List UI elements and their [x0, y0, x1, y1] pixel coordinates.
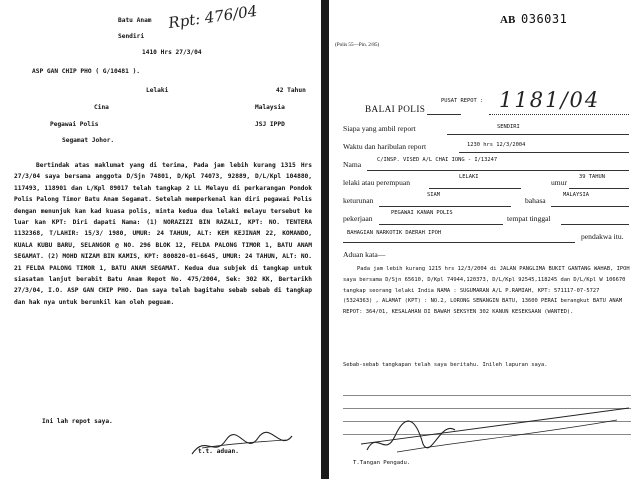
- lelaki-value: LELAKI: [459, 174, 479, 180]
- umur-value: 39 TAHUN: [579, 174, 605, 180]
- complainant-name: ASP GAN CHIP PHO ( G/10481 ).: [32, 68, 141, 75]
- report-taker: Sendiri: [118, 33, 145, 40]
- complainant-signature: [188, 428, 298, 462]
- aduan-statement: [343, 264, 631, 318]
- pengadu-signature: [337, 400, 637, 460]
- bahasa-line: [551, 206, 629, 207]
- form-code: (Polis 55—Pin. 2/85): [335, 42, 380, 48]
- sebab-statement: [343, 360, 631, 371]
- page-divider: [321, 0, 329, 479]
- form-serial-prefix: AB: [500, 14, 516, 26]
- pusat-repot-label: PUSAT REPOT :: [441, 98, 484, 104]
- pekerjaan-label: pekerjaan: [343, 214, 373, 223]
- handwritten-report-ref: Rpt: 476/04: [167, 1, 259, 33]
- waktu-value: 1230 hrs 12/3/2004: [467, 142, 526, 148]
- complainant-nationality: Malaysia: [255, 104, 285, 111]
- complainant-dept: JSJ IPPD: [255, 121, 285, 128]
- sebab-text: Sebab-sebab tangkapan telah saya beritahu. Inileh lapuran saya.: [343, 362, 548, 368]
- complainant-race: Cina: [94, 104, 109, 111]
- complainant-sex: Lelaki: [146, 87, 169, 94]
- keturunan-line: [379, 206, 511, 207]
- pengadu-signature-label: T.Tangan Pengadu.: [353, 460, 411, 466]
- nama-value: C/INSP. VISED A/L CHAI IONG - I/13247: [377, 157, 498, 163]
- tempat-value: BAHAGIAN NARKOTIK DAERAH IPOH: [347, 230, 442, 236]
- balai-polis-label: BALAI POLIS: [365, 104, 426, 114]
- bahasa-label: bahasa: [525, 196, 546, 205]
- lelaki-line: [429, 188, 521, 189]
- umur-line: [569, 188, 629, 189]
- pekerjaan-value: PEGAWAI KANAN POLIS: [391, 210, 453, 216]
- report-number-line: [489, 114, 629, 115]
- nama-line: [367, 170, 629, 171]
- report-body-text: Bertindak atas maklumat yang di terima, Pada jam lebih kurang 1315 Hrs 27/3/04 saya bersama anggota D/Sjn 74801, D/Kpl 74073, 92889, D/L/Kpl 104880, 117493, 118901 dan L/Kpl 89017 telah tangkap 2 LL Melayu di perkarangan Pondok Polis Palong Timor Batu Anam Segamat. Setelah memperkenal kan diri pegawai Polis dengan menunjuk kan kad kuasa polis, minta kedua dua lelaki melayu tersebut ke luar kan KPT: Diri dapati Nama: (1) NORAZIZI BIN RAZALI, KPT: NO. TENTERA 1132368, T/LAHIR: 15/3/ 1980, UMUR: 24 TAHUN, ALT: KEM KEJINAM 22, KOMANDO, KUALA KUBU BARU, SELANGOR @ NO. 296 BLOK 12, FELDA PALONG TIMOR 1, BATU ANAM SEGAMAT. (2) MOHD NIZAM BIN KAMIS, KPT: 800820-01-6645, UMUR: 24 TAHUN, ALT: NO. 21 FELDA PALONG TIMOR 1, BATU ANAM SEGAMAT. Kedua dua subjek di tangkap untuk siasatan lanjut berabit Batu Anam Repot No. 475/2004, Sek: 302 KK, Bertarikh 27/3/04, I.O. ASP GAN CHIP PHO. Dan saya telah bagitahu sebab sebab di tangkap dan hak nya untuk berunkil kan oleh peguam.: [14, 162, 313, 306]
- siapa-value: SENDIRI: [497, 124, 520, 130]
- aduan-label: Aduan kata—: [343, 250, 386, 259]
- siapa-line: [447, 134, 629, 135]
- right-report-form: [329, 0, 638, 479]
- pendakwa-label: pendakwa itu.: [581, 232, 624, 241]
- keturunan-value: SIAM: [427, 192, 440, 198]
- form-serial-number: 036031: [521, 12, 568, 26]
- siapa-label: Siapa yang ambil report: [343, 124, 416, 133]
- report-closing: Ini lah repot saya.: [42, 418, 113, 425]
- umur-label: umur: [551, 178, 568, 187]
- tempat-label: tempat tinggal: [507, 214, 551, 223]
- blank-line: [343, 395, 631, 396]
- tempat-value-line: [343, 242, 575, 243]
- keturunan-label: keturunan: [343, 196, 374, 205]
- handwritten-report-number: 1181/04: [499, 88, 601, 112]
- complainant-occupation: Pegawai Polis: [50, 121, 99, 128]
- complainant-age: 42 Tahun: [276, 87, 306, 94]
- report-body: [14, 160, 312, 308]
- nama-label: Nama: [343, 160, 362, 169]
- aduan-text: Pada jam lebih kurang 1215 hrs 12/3/2004 di JALAN PANGLIMA BUKIT GANTANG WAHAB, IPOH saya bersama D/Sjn 65610, D/Kpl 74944,120373, D/L/Kpl 92545,118245 dan D/L/Kpl W 106670 tangkap seorang lelaki India NAMA : SUGUMARAN A/L P.RAMIAH, KPT: 571117-07-5727 (5324363) , ALAMAT (KPT) : NO.2, LORONG SENANGIN BATU, 13600 PERAI berangkut BATU ANAM REPOT: 364/01, KESALAHAN DI BAWAH SEKSYEN 302 KANUN KESEKSAAN (WANTED).: [343, 266, 630, 316]
- balai-polis-line: [427, 114, 461, 115]
- report-time: 1410 Hrs 27/3/04: [142, 49, 202, 56]
- station-name: Batu Anam: [118, 17, 152, 24]
- tempat-line: [561, 224, 629, 225]
- lelaki-label: lelaki atau perempuan: [343, 178, 411, 187]
- complainant-address: Segamat Johor.: [62, 137, 115, 144]
- pekerjaan-line: [379, 224, 503, 225]
- waktu-label: Waktu dan haribulan report: [343, 142, 427, 151]
- signature-label: t.t. aduan.: [198, 448, 239, 455]
- waktu-line: [459, 152, 629, 153]
- bahasa-value: MALAYSIA: [563, 192, 589, 198]
